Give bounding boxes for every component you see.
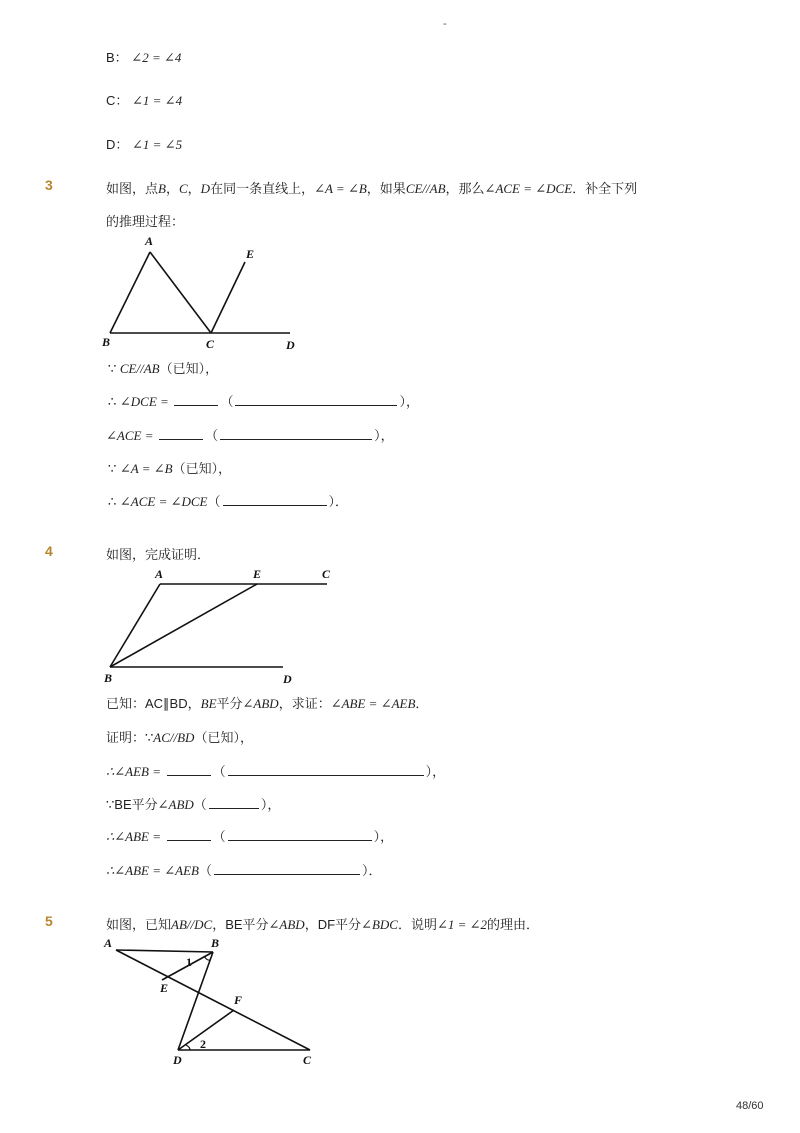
label-b: B	[211, 936, 220, 950]
label-e: E	[160, 981, 169, 995]
reason-blank[interactable]	[228, 828, 372, 841]
q4-step-1	[106, 761, 445, 780]
option-c	[106, 90, 182, 109]
question-3-text	[106, 178, 637, 197]
symbol: ∴	[108, 494, 120, 509]
math: ∠DCE =	[119, 394, 169, 409]
question-3-text-line2: 的推理过程：	[106, 214, 185, 229]
answer-blank[interactable]	[167, 763, 211, 776]
q4-step-3	[106, 826, 393, 845]
paren: ），	[260, 797, 281, 812]
segment-ab	[110, 252, 150, 333]
q3-step-5	[108, 491, 348, 510]
text: ．	[415, 696, 429, 711]
option-label: C：	[106, 93, 129, 108]
symbol: ∵	[108, 361, 120, 376]
question-4-number: 4	[45, 543, 53, 559]
q3-step-1	[108, 358, 218, 377]
math: BE	[200, 696, 217, 711]
paren: ），	[373, 829, 394, 844]
math: ∠ABD	[242, 696, 279, 711]
answer-blank[interactable]	[167, 828, 211, 841]
text: ，如果	[366, 181, 406, 196]
segment-df	[178, 1010, 234, 1050]
text: ．说明	[397, 917, 437, 932]
option-label: B：	[106, 50, 128, 65]
paren: ），	[399, 394, 419, 409]
question-5-text	[106, 914, 539, 933]
paren: （	[207, 494, 221, 509]
math: ∠ABD	[157, 797, 194, 812]
question-3-number: 3	[45, 177, 53, 193]
text: 如图，点	[106, 181, 159, 196]
math: AB//DC	[171, 917, 213, 932]
reason-blank[interactable]	[220, 427, 372, 440]
option-expr: ∠1 = ∠5	[132, 137, 183, 152]
text: 已知：AC∥BD，	[106, 696, 201, 711]
segment-ab	[116, 950, 213, 952]
text: ，那么	[445, 181, 485, 196]
math: ∴∠AEB =	[106, 764, 162, 779]
reason-blank[interactable]	[209, 796, 259, 809]
option-d	[106, 134, 182, 153]
label-c: C	[322, 567, 331, 581]
text: ，	[165, 181, 179, 196]
question-5-figure	[100, 936, 325, 1071]
math: ∠1 = ∠2	[436, 917, 488, 932]
label-a: A	[145, 234, 154, 248]
math: ∠A = ∠B	[314, 181, 367, 196]
math: ∠ACE = ∠DCE	[119, 494, 208, 509]
paren: ）．	[328, 494, 349, 509]
text: ，DF平分	[304, 917, 362, 932]
segment-be	[110, 584, 257, 667]
symbol: ∴	[108, 394, 120, 409]
label-angle-1: 1	[186, 955, 192, 969]
option-expr: ∠1 = ∠4	[132, 93, 183, 108]
q3-step-4	[108, 458, 231, 477]
math: ∠ABD	[268, 917, 305, 932]
math: ∠ACE =	[106, 428, 154, 443]
answer-blank[interactable]	[159, 427, 203, 440]
label-a: A	[104, 936, 113, 950]
paren: （	[212, 829, 226, 844]
math: ∴∠ABE =	[106, 829, 162, 844]
reason: （已知），	[194, 730, 253, 745]
paren: （	[205, 428, 219, 443]
q4-proof-start	[106, 727, 253, 746]
text: 证明：∵	[106, 730, 154, 745]
paren: ）．	[362, 863, 382, 878]
segment-ac	[150, 252, 211, 333]
math: C	[178, 181, 188, 196]
text: ．补全下列	[572, 181, 638, 196]
math: AC//BD	[153, 730, 195, 745]
math: ∠ACE = ∠DCE	[484, 181, 573, 196]
paren: （	[198, 863, 212, 878]
paren: （	[212, 764, 226, 779]
label-c: C	[303, 1053, 312, 1067]
header-mark: -	[443, 18, 447, 30]
page-number: 48/60	[736, 1100, 764, 1112]
text: 的理由．	[487, 917, 540, 932]
segment-ce	[211, 262, 245, 333]
math: ∠A = ∠B	[119, 461, 173, 476]
q3-step-2	[108, 391, 419, 410]
reason-blank[interactable]	[228, 763, 424, 776]
reason: （已知），	[172, 461, 232, 476]
label-a: A	[155, 567, 164, 581]
answer-blank[interactable]	[174, 393, 218, 406]
question-5-number: 5	[45, 913, 53, 929]
label-d: D	[283, 672, 292, 686]
option-label: D：	[106, 137, 129, 152]
question-4-figure	[100, 565, 340, 687]
segment-bd	[178, 952, 213, 1050]
segment-ac	[116, 950, 310, 1050]
q4-given	[106, 693, 428, 712]
segment-ab	[110, 584, 160, 667]
math: CE//AB	[119, 361, 160, 376]
text: ，	[187, 181, 201, 196]
label-b: B	[102, 335, 111, 349]
math: ∴∠ABE = ∠AEB	[106, 863, 199, 878]
label-f: F	[234, 993, 243, 1007]
reason-blank[interactable]	[223, 493, 327, 506]
label-d: D	[173, 1053, 182, 1067]
math: D	[200, 181, 211, 196]
text: ，求证：	[278, 696, 331, 711]
label-d: D	[286, 338, 295, 352]
paren: （	[220, 394, 234, 409]
text: 如图，已知	[106, 917, 172, 932]
question-4-title: 如图，完成证明．	[106, 547, 211, 562]
label-c: C	[206, 337, 215, 351]
math: CE//AB	[405, 181, 446, 196]
reason-blank[interactable]	[235, 393, 397, 406]
paren: ），	[374, 428, 394, 443]
paren: ），	[425, 764, 446, 779]
q3-step-3	[106, 425, 394, 444]
label-angle-2: 2	[200, 1037, 206, 1051]
label-b: B	[104, 671, 113, 685]
angle-1-arc	[204, 956, 210, 960]
reason-blank[interactable]	[214, 862, 360, 875]
option-expr: ∠2 = ∠4	[131, 50, 182, 65]
math: ∠BDC	[361, 917, 398, 932]
label-e: E	[253, 567, 262, 581]
text: ，BE平分	[212, 917, 269, 932]
symbol: ∵	[108, 461, 120, 476]
q4-step-4	[106, 860, 382, 879]
paren: （	[193, 797, 207, 812]
text: ∵BE平分	[106, 797, 158, 812]
option-b	[106, 47, 181, 66]
math: ∠ABE = ∠AEB	[330, 696, 416, 711]
q4-step-2	[106, 794, 280, 813]
math: B	[158, 181, 166, 196]
text: 平分	[216, 696, 243, 711]
label-e: E	[246, 247, 255, 261]
question-3-figure	[100, 232, 310, 352]
text: 在同一条直线上，	[210, 181, 315, 196]
reason: （已知），	[159, 361, 219, 376]
